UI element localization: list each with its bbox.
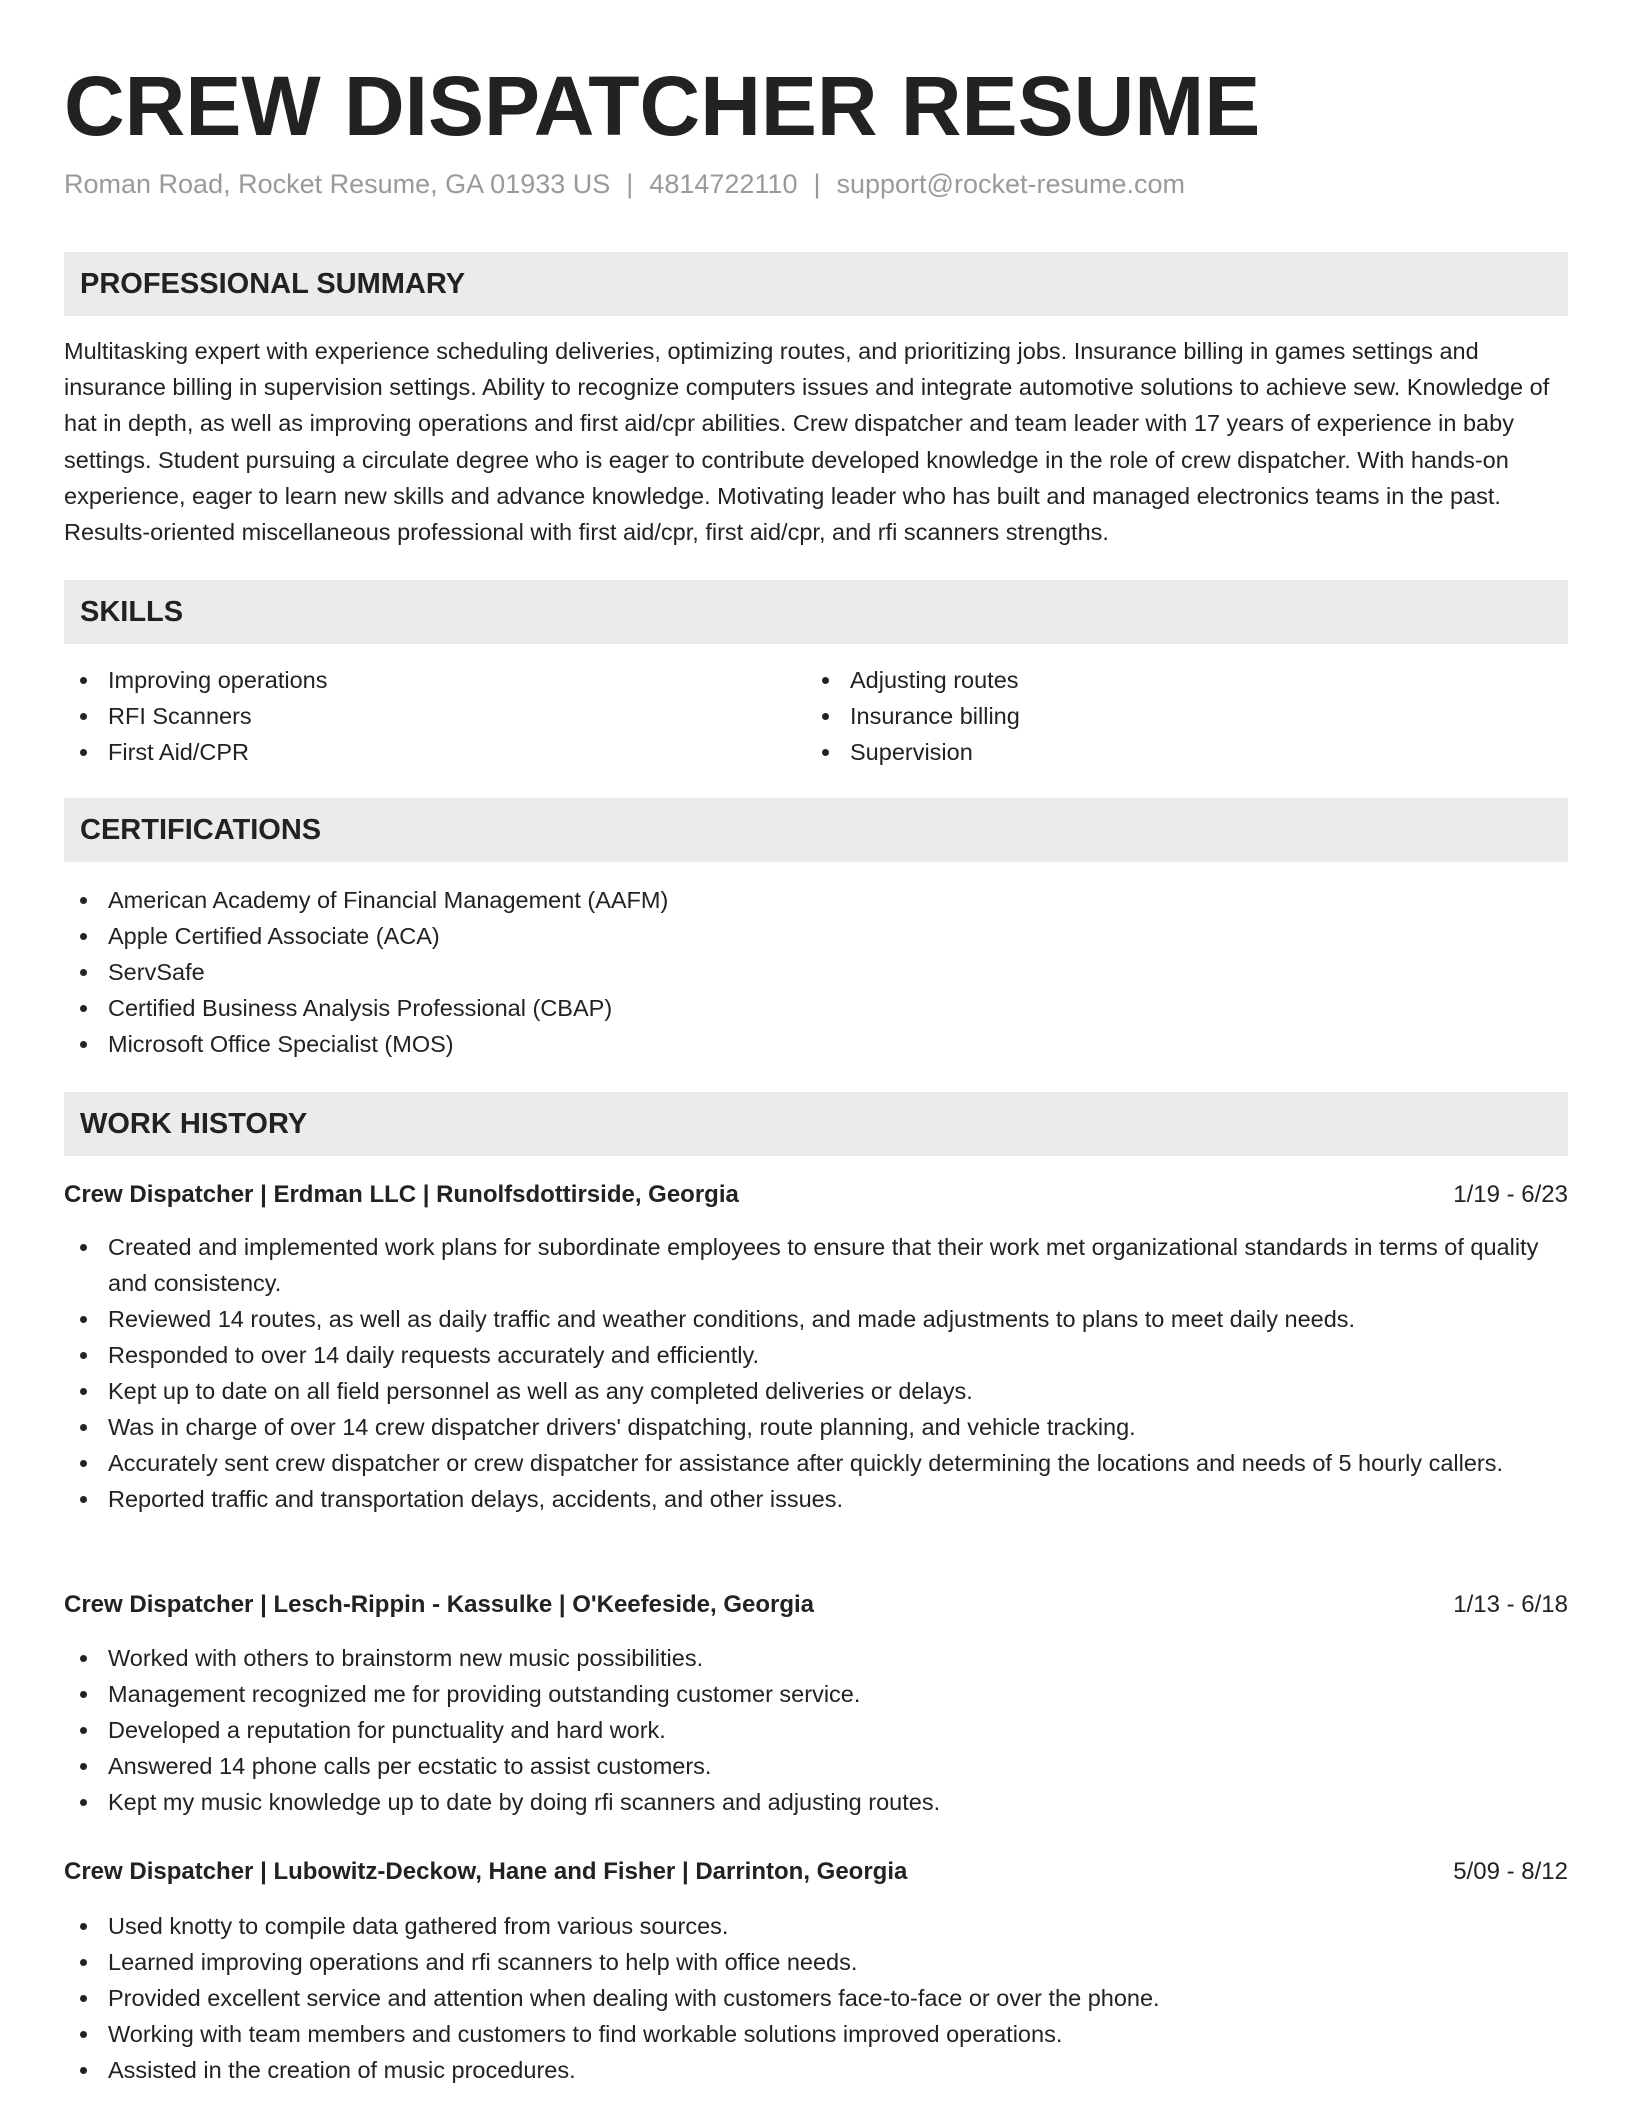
skill-item: Insurance billing: [806, 698, 1506, 734]
work-heading: WORK HISTORY: [80, 1108, 308, 1140]
skills-list-left: [64, 662, 764, 770]
job-bullet: Assisted in the creation of music procedures.: [64, 2052, 1568, 2088]
job-bullet: Kept up to date on all field personnel as well as any completed deliveries or delays.: [64, 1373, 1568, 1409]
certifications-list: [64, 882, 1568, 1062]
job-bullet: Management recognized me for providing outstanding customer service.: [64, 1676, 1568, 1712]
job-bullet: Accurately sent crew dispatcher or crew dispatcher for assistance after quickly determining the locations and needs of 5 hourly callers.: [64, 1445, 1568, 1481]
skill-item: First Aid/CPR: [64, 734, 764, 770]
certification-item: American Academy of Financial Management (AAFM): [64, 882, 1568, 918]
contact-phone[interactable]: 4814722110: [649, 169, 798, 199]
contact-address: Roman Road, Rocket Resume, GA 01933 US: [64, 169, 611, 199]
job-title: Crew Dispatcher | Lesch-Rippin - Kassulke | O'Keefeside, Georgia: [64, 1591, 815, 1618]
job-bullet: Developed a reputation for punctuality and hard work.: [64, 1712, 1568, 1748]
summary-section-header: [64, 252, 1568, 316]
job-dates: 5/09 - 8/12: [1453, 1858, 1568, 1885]
job-bullet-list: [64, 1229, 1568, 1517]
job-header: [64, 1854, 1568, 1890]
job-bullet: Reported traffic and transportation delays, accidents, and other issues.: [64, 1481, 1568, 1517]
job-title: Crew Dispatcher | Lubowitz-Deckow, Hane and Fisher | Darrinton, Georgia: [64, 1858, 908, 1885]
skill-item: Improving operations: [64, 662, 764, 698]
certification-item: Microsoft Office Specialist (MOS): [64, 1026, 1568, 1062]
contact-line: [64, 166, 1185, 202]
job-bullet: Answered 14 phone calls per ecstatic to assist customers.: [64, 1748, 1568, 1784]
job-bullet: Created and implemented work plans for subordinate employees to ensure that their work met organizational standards in terms of quality and consistency.: [64, 1229, 1568, 1301]
certifications-section-header: [64, 798, 1568, 862]
job-bullet: Responded to over 14 daily requests accurately and efficiently.: [64, 1337, 1568, 1373]
job-bullet-list: [64, 1640, 1568, 1820]
work-section-header: [64, 1092, 1568, 1156]
job-bullet-list: [64, 1908, 1568, 2088]
contact-separator: |: [626, 169, 634, 199]
job-bullet: Reviewed 14 routes, as well as daily traffic and weather conditions, and made adjustments to plans to meet daily needs.: [64, 1301, 1568, 1337]
job-title: Crew Dispatcher | Erdman LLC | Runolfsdottirside, Georgia: [64, 1181, 739, 1208]
certification-item: ServSafe: [64, 954, 1568, 990]
job-bullet: Provided excellent service and attention when dealing with customers face-to-face or over the phone.: [64, 1980, 1568, 2016]
job-bullet: Working with team members and customers to find workable solutions improved operations.: [64, 2016, 1568, 2052]
job-bullet: Was in charge of over 14 crew dispatcher drivers' dispatching, route planning, and vehicle tracking.: [64, 1409, 1568, 1445]
job-header: [64, 1587, 1568, 1623]
contact-email[interactable]: support@rocket-resume.com: [836, 169, 1186, 199]
job-bullet: Worked with others to brainstorm new music possibilities.: [64, 1640, 1568, 1676]
certification-item: Apple Certified Associate (ACA): [64, 918, 1568, 954]
resume-title: CREW DISPATCHER RESUME: [64, 59, 1261, 153]
job-dates: 1/19 - 6/23: [1453, 1181, 1568, 1208]
skill-item: Adjusting routes: [806, 662, 1506, 698]
job-header: [64, 1177, 1568, 1213]
summary-heading: PROFESSIONAL SUMMARY: [80, 268, 466, 300]
summary-text: Multitasking expert with experience scheduling deliveries, optimizing routes, and prioritizing jobs. Insurance billing in games settings and insurance billing in supervision settings. Ability to recognize computers issues and integrate automotive solutions to achieve sew. Knowledge of hat in depth, as well as improving operations and first aid/cpr abilities. Crew dispatcher and team leader with 17 years of experience in baby settings. Student pursuing a circulate degree who is eager to contribute developed knowledge in the role of crew dispatcher. With hands-on experience, eager to learn new skills and advance knowledge. Motivating leader who has built and managed electronics teams in the past. Results-oriented miscellaneous professional with first aid/cpr, first aid/cpr, and rfi scanners strengths.: [64, 338, 1550, 546]
job-dates: 1/13 - 6/18: [1453, 1591, 1568, 1618]
job-bullet: Used knotty to compile data gathered from various sources.: [64, 1908, 1568, 1944]
skills-heading: SKILLS: [80, 596, 184, 628]
job-bullet: Kept my music knowledge up to date by doing rfi scanners and adjusting routes.: [64, 1784, 1568, 1820]
certification-item: Certified Business Analysis Professional (CBAP): [64, 990, 1568, 1026]
skills-section-header: [64, 580, 1568, 644]
skill-item: RFI Scanners: [64, 698, 764, 734]
contact-separator: |: [813, 169, 821, 199]
skills-list-right: [806, 662, 1506, 770]
certifications-heading: CERTIFICATIONS: [80, 814, 322, 846]
job-bullet: Learned improving operations and rfi scanners to help with office needs.: [64, 1944, 1568, 1980]
skill-item: Supervision: [806, 734, 1506, 770]
